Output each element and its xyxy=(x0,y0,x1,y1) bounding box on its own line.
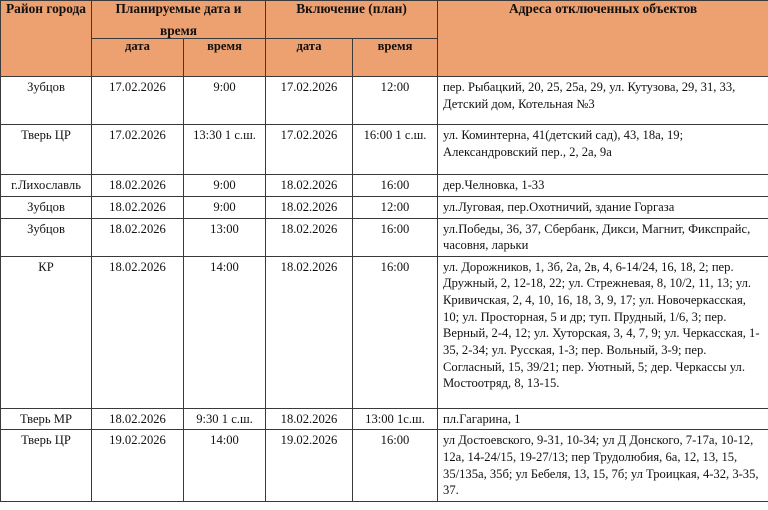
cell-restore-date: 18.02.2026 xyxy=(266,197,353,219)
cell-planned-date: 18.02.2026 xyxy=(92,175,184,197)
cell-region: Тверь ЦР xyxy=(1,430,92,501)
cell-planned-date: 17.02.2026 xyxy=(92,125,184,175)
cell-planned-time: 9:00 xyxy=(184,77,266,125)
cell-planned-date: 18.02.2026 xyxy=(92,408,184,430)
cell-restore-time: 16:00 xyxy=(353,430,438,501)
header-group-planned-text: Планируемые дата и xyxy=(115,1,242,16)
header-row-groups xyxy=(1,1,768,39)
cell-restore-time: 16:00 xyxy=(353,256,438,408)
cell-restore-time: 12:00 xyxy=(353,77,438,125)
table-row xyxy=(1,408,768,430)
cell-planned-time: 9:00 xyxy=(184,175,266,197)
header-planned-time: время xyxy=(184,39,266,77)
table-row xyxy=(1,125,768,175)
cell-planned-date: 18.02.2026 xyxy=(92,256,184,408)
cell-region: КР xyxy=(1,256,92,408)
header-addresses: Адреса отключенных объектов xyxy=(438,1,768,77)
cell-restore-time: 16:00 xyxy=(353,175,438,197)
cell-addresses: ул. Дорожников, 1, 3б, 2а, 2в, 4, 6-14/24, 16, 18, 2; пер. Дружный, 2, 12-18, 22; ул. Стрежневая, 8, 10/2, 11, 13; ул. Кривичская, 2, 4, 10, 16, 18, 3, 9, 17; ул. Новочеркасская, 10; ул. Просторная, 5 и др; туп. Прудный, 1/6, 3; пер. Верный, 2-4, 12; ул. Хуторская, 3, 4, 7, 9; ул. Черкасская, 1- 35, 2-34; ул. Русская, 1-3; пер. Вольный, 3-9; пер. Согласный, 15, 39/21; пер. Уютный, 5; дер. Черкассы ул. Мостоотряд, 8, 13-15. xyxy=(438,256,768,408)
cell-restore-time: 16:00 1 с.ш. xyxy=(353,125,438,175)
table-row xyxy=(1,430,768,501)
cell-planned-time: 14:00 xyxy=(184,256,266,408)
cell-addresses: пер. Рыбацкий, 20, 25, 25а, 29, ул. Кутузова, 29, 31, 33, Детский дом, Котельная №3 xyxy=(438,77,768,125)
cell-addresses: ул.Луговая, пер.Охотничий, здание Горгаза xyxy=(438,197,768,219)
header-group-planned xyxy=(92,1,266,39)
cell-addresses: ул.Победы, 36, 37, Сбербанк, Дикси, Магнит, Фикспрайс, часовня, ларьки xyxy=(438,218,768,256)
header-restore-time: время xyxy=(353,39,438,77)
header-group-restore-text: Включение (план) xyxy=(296,1,407,16)
cell-restore-date: 17.02.2026 xyxy=(266,125,353,175)
header-group-restore xyxy=(266,1,438,39)
table-row xyxy=(1,197,768,219)
table-row xyxy=(1,256,768,408)
cell-restore-date: 19.02.2026 xyxy=(266,430,353,501)
table-row xyxy=(1,175,768,197)
table-row xyxy=(1,77,768,125)
cell-region: Тверь МР xyxy=(1,408,92,430)
cell-planned-date: 19.02.2026 xyxy=(92,430,184,501)
cell-planned-time: 13:30 1 с.ш. xyxy=(184,125,266,175)
cell-restore-time: 16:00 xyxy=(353,218,438,256)
cell-addresses: дер.Челновка, 1-33 xyxy=(438,175,768,197)
header-planned-date: дата xyxy=(92,39,184,77)
cell-region: Зубцов xyxy=(1,77,92,125)
cell-region: Зубцов xyxy=(1,197,92,219)
cell-addresses: ул. Коминтерна, 41(детский сад), 43, 18а, 19; Александровский пер., 2, 2а, 9а xyxy=(438,125,768,175)
cell-region: Зубцов xyxy=(1,218,92,256)
cell-planned-time: 13:00 xyxy=(184,218,266,256)
cell-planned-date: 18.02.2026 xyxy=(92,218,184,256)
header-region: Район города xyxy=(1,1,92,77)
header-group-planned-clipped-text: время xyxy=(160,23,197,38)
table-body xyxy=(1,77,768,501)
cell-restore-time: 13:00 1с.ш. xyxy=(353,408,438,430)
cell-planned-time: 9:00 xyxy=(184,197,266,219)
cell-restore-date: 18.02.2026 xyxy=(266,218,353,256)
cell-restore-date: 18.02.2026 xyxy=(266,408,353,430)
table-row xyxy=(1,218,768,256)
cell-region: Тверь ЦР xyxy=(1,125,92,175)
cell-restore-date: 18.02.2026 xyxy=(266,175,353,197)
header-restore-date: дата xyxy=(266,39,353,77)
cell-planned-date: 17.02.2026 xyxy=(92,77,184,125)
table-header xyxy=(1,1,768,77)
cell-region: г.Лихославль xyxy=(1,175,92,197)
cell-planned-time: 14:00 xyxy=(184,430,266,501)
cell-planned-time: 9:30 1 с.ш. xyxy=(184,408,266,430)
cell-addresses: пл.Гагарина, 1 xyxy=(438,408,768,430)
cell-restore-date: 18.02.2026 xyxy=(266,256,353,408)
cell-addresses: ул Достоевского, 9-31, 10-34; ул Д Донского, 7-17а, 10-12, 12а, 14-24/15, 19-27/13; пер Трудолюбия, 6а, 12, 13, 15, 35/135а, 35б; ул Бебеля, 13, 15, 7б; ул Троицкая, 4-32, 3-35, 37. xyxy=(438,430,768,501)
cell-restore-time: 12:00 xyxy=(353,197,438,219)
cell-restore-date: 17.02.2026 xyxy=(266,77,353,125)
cell-planned-date: 18.02.2026 xyxy=(92,197,184,219)
